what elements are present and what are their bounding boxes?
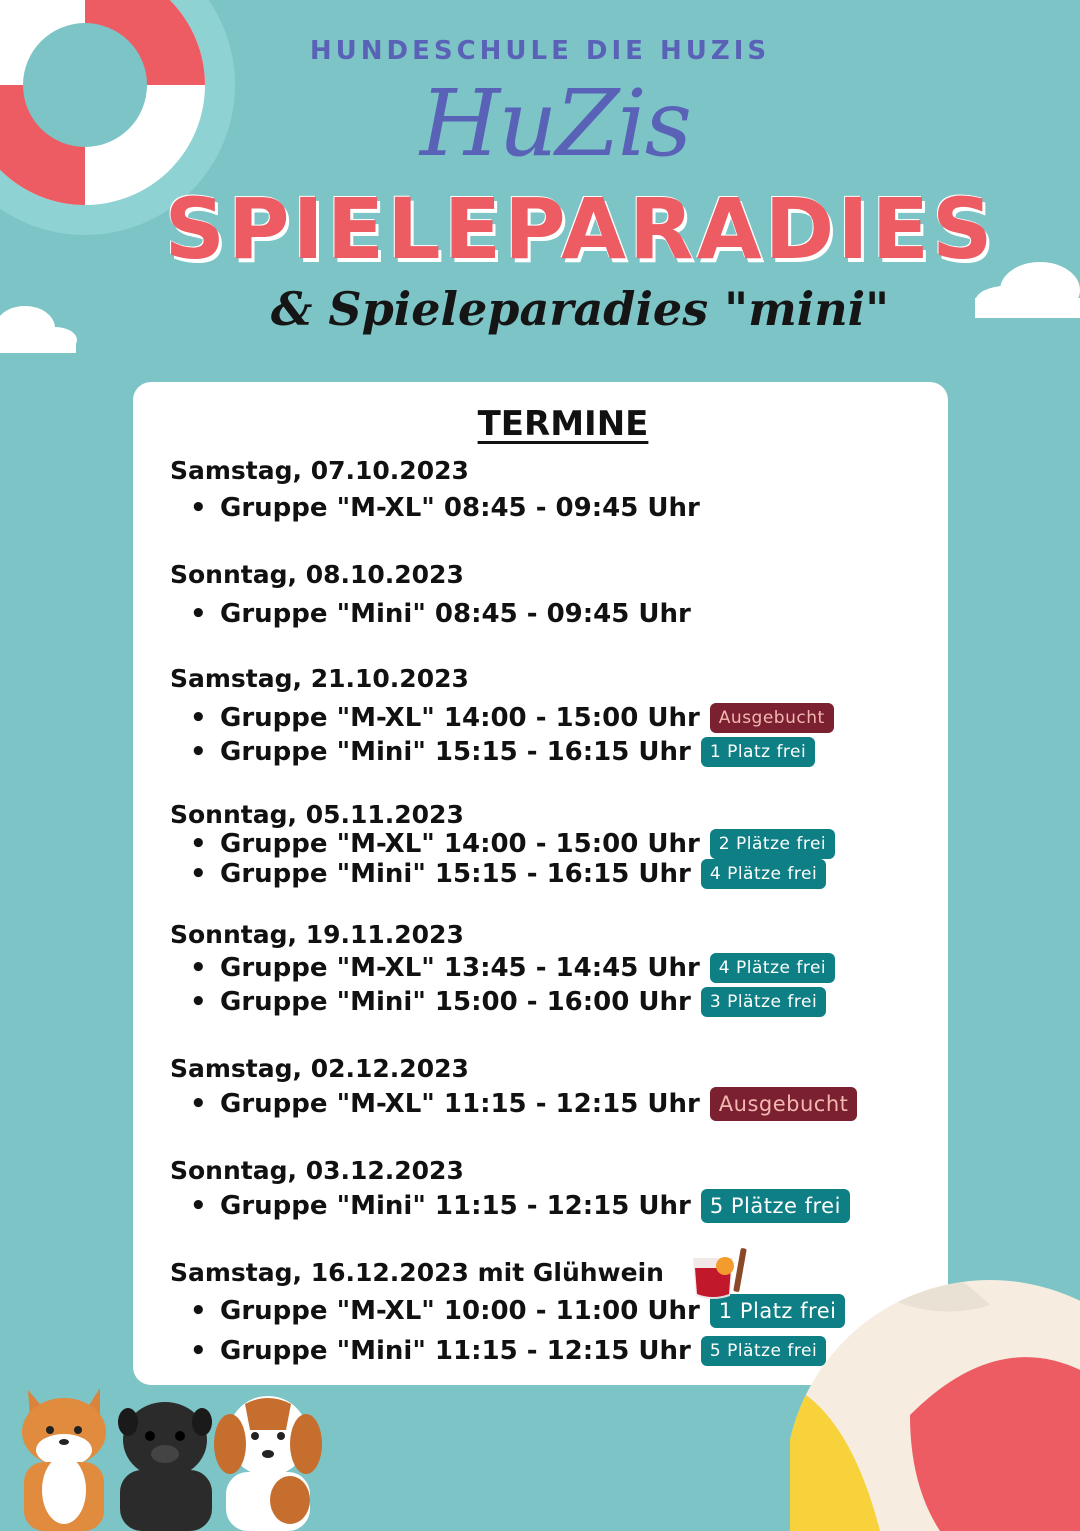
date-heading: Samstag, 02.12.2023 bbox=[170, 1054, 469, 1083]
script-title: HuZis bbox=[419, 70, 691, 177]
date-block bbox=[170, 1156, 850, 1223]
group-line bbox=[170, 1189, 850, 1223]
main-title: SPIELEPARADIES bbox=[164, 180, 996, 278]
group-line bbox=[170, 951, 835, 985]
group-time: • Gruppe "Mini" 15:00 - 16:00 Uhr bbox=[220, 987, 691, 1017]
group-time: • Gruppe "M-XL" 13:45 - 14:45 Uhr bbox=[220, 953, 700, 983]
group-time: • Gruppe "Mini" 15:15 - 16:15 Uhr bbox=[220, 859, 691, 889]
schedule-card bbox=[133, 382, 948, 1385]
status-badge-free: 1 Platz frei bbox=[701, 737, 815, 767]
date-heading: Samstag, 16.12.2023 mit Glühwein bbox=[170, 1258, 664, 1287]
status-badge-booked: Ausgebucht bbox=[710, 703, 834, 733]
group-line bbox=[170, 1331, 845, 1371]
subtitle: & Spieleparadies "mini" bbox=[270, 282, 890, 336]
status-badge-free: 5 Plätze frei bbox=[701, 1336, 826, 1366]
group-time: • Gruppe "M-XL" 14:00 - 15:00 Uhr bbox=[220, 703, 700, 733]
group-line bbox=[170, 1087, 857, 1121]
group-line bbox=[170, 701, 834, 735]
status-badge-free: 1 Platz frei bbox=[710, 1294, 846, 1328]
date-block bbox=[170, 920, 835, 1019]
status-badge-free: 2 Plätze frei bbox=[710, 829, 835, 859]
group-line bbox=[170, 735, 834, 769]
status-badge-free: 4 Plätze frei bbox=[710, 953, 835, 983]
group-time: • Gruppe "Mini" 15:15 - 16:15 Uhr bbox=[220, 737, 691, 767]
mulled-wine-icon bbox=[685, 1244, 755, 1304]
group-time: • Gruppe "M-XL" 11:15 - 12:15 Uhr bbox=[220, 1089, 700, 1119]
group-time: • Gruppe "M-XL" 10:00 - 11:00 Uhr bbox=[220, 1296, 700, 1326]
group-time: • Gruppe "M-XL" 08:45 - 09:45 Uhr bbox=[220, 493, 700, 523]
schedule-title: TERMINE bbox=[477, 404, 649, 444]
date-block bbox=[170, 1054, 857, 1121]
group-time: • Gruppe "Mini" 08:45 - 09:45 Uhr bbox=[220, 599, 691, 629]
date-heading: Sonntag, 19.11.2023 bbox=[170, 920, 464, 949]
date-block bbox=[170, 664, 834, 769]
beach-ball-icon bbox=[790, 1265, 1080, 1531]
group-line bbox=[170, 985, 835, 1019]
group-line bbox=[170, 597, 691, 631]
group-time: • Gruppe "Mini" 11:15 - 12:15 Uhr bbox=[220, 1336, 691, 1366]
group-line bbox=[170, 859, 835, 889]
date-block bbox=[170, 456, 700, 525]
date-heading: Samstag, 21.10.2023 bbox=[170, 664, 469, 693]
date-heading: Sonntag, 05.11.2023 bbox=[170, 800, 464, 829]
group-line bbox=[170, 491, 700, 525]
date-block bbox=[170, 560, 691, 631]
school-name: HUNDESCHULE DIE HUZIS bbox=[309, 36, 771, 66]
group-line bbox=[170, 829, 835, 859]
group-time: • Gruppe "Mini" 11:15 - 12:15 Uhr bbox=[220, 1191, 691, 1221]
date-heading: Samstag, 07.10.2023 bbox=[170, 456, 469, 485]
status-badge-free: 5 Plätze frei bbox=[701, 1189, 850, 1223]
status-badge-free: 4 Plätze frei bbox=[701, 859, 826, 889]
status-badge-booked: Ausgebucht bbox=[710, 1087, 858, 1121]
date-heading: Sonntag, 08.10.2023 bbox=[170, 560, 464, 589]
status-badge-free: 3 Plätze frei bbox=[701, 987, 826, 1017]
group-time: • Gruppe "M-XL" 14:00 - 15:00 Uhr bbox=[220, 829, 700, 859]
date-heading: Sonntag, 03.12.2023 bbox=[170, 1156, 464, 1185]
date-block bbox=[170, 800, 835, 889]
dogs-illustration bbox=[0, 1370, 340, 1531]
